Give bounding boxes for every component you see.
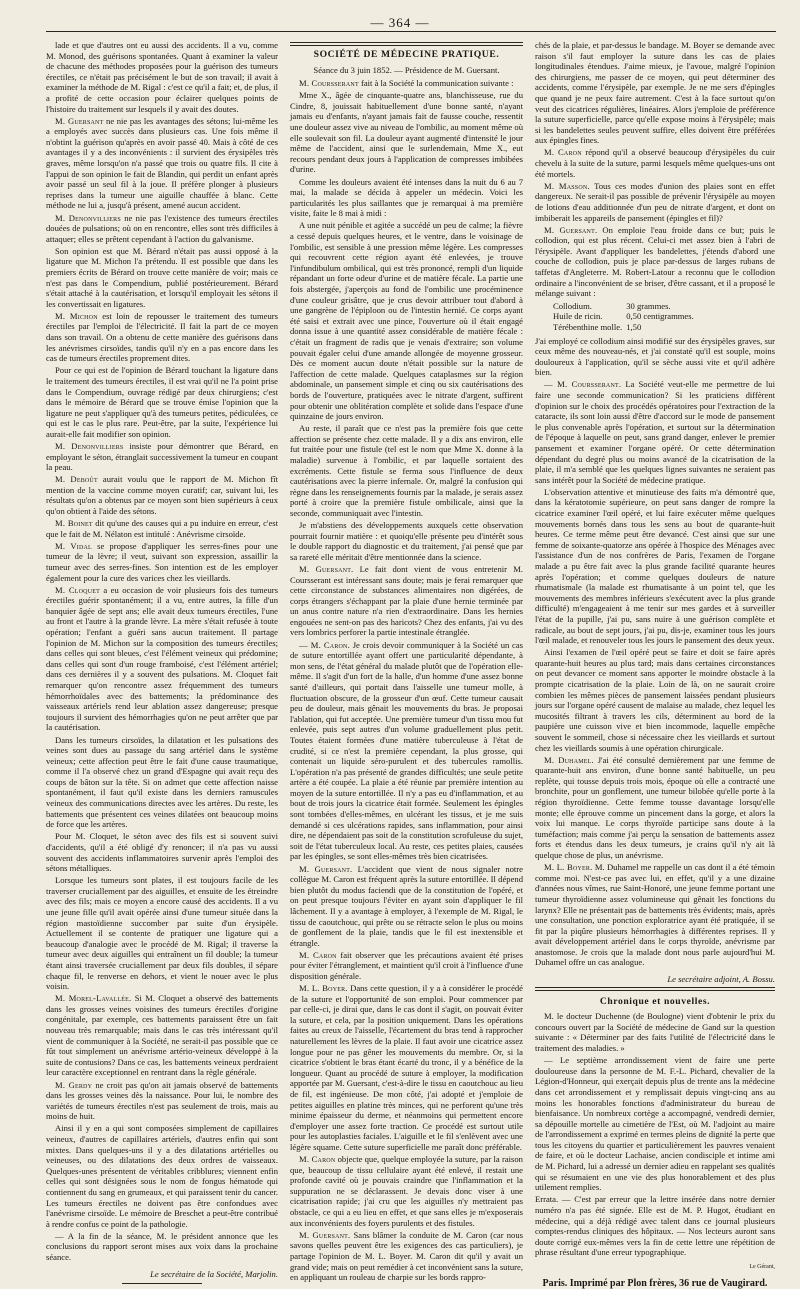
- speaker-name: M. Deboût: [55, 474, 98, 484]
- speaker-name: M. L. Boyer.: [299, 983, 348, 993]
- paragraph-text: L'accident que vient de nous signaler notre collègue M. Caron est fréquent après la suture entortillée. Il dépend bien plutôt du modus faciendi que de la constitution de l'opéré, et on peut presque toujours l'éviter en ayant soin d'appliquer le fil lâchement. Il y a avantage à employer, à l'exemple de M. Rigal, le tissu de caoutchouc, qui prête ou se rétracte selon le plus ou moins de gonflement de la plaie, tandis que le fil est inextensible et étrangle.: [290, 864, 523, 948]
- recipe-row: [553, 322, 698, 333]
- column-3: [535, 40, 775, 1150]
- column-2-body: [290, 78, 523, 1283]
- paragraph-text: M. le docteur Duchenne (de Boulogne) vient d'obtenir le prix du concours ouvert par la Société de médecine de Gand sur la question suivante : « Déterminer par des faits l'utilité de l'électricité dans le traitement des maladies. »: [535, 1011, 775, 1053]
- paragraph: [46, 875, 278, 992]
- paragraph-text: Lorsque les tumeurs sont plates, il est toujours facile de les traverser cruciallement par des aiguilles, et ensuite de les étreindre avec des fils; mais ce moyen a encore causé des accidents. Il a vu une jeune fille qu'il avait opérée ainsi d'une tumeur située dans la région mastoïdienne succomber par suite d'un érysipèle. Actuellement il se contente de pratiquer une ligature qui a beaucoup d'analogie avec le procédé de M. Rigal; il traverse la tumeur avec deux aiguilles qui entraînent un fil double; la tumeur étant ainsi traversée cruciallement par deux fils doubles, il sépare chaque fil, le renverse en dehors, et vient le nouer avec le plus voisin.: [46, 875, 278, 991]
- paragraph: [46, 993, 278, 1078]
- paragraph: [46, 1123, 278, 1229]
- recipe-quantity: 30 grammes.: [626, 301, 698, 312]
- paragraph-text: est loin de repousser le traitement des tumeurs érectiles par l'emploi de l'électricité. Il fait la part de ce moyen dans son travail. On a obtenu de cette manière des guérisons dans les anévrismes cirsoïdes, tandis qu'il n'y en a pas encore dans les cas de tumeurs érectiles proprement dites.: [46, 311, 278, 363]
- speaker-name: M. Vidal: [55, 541, 92, 551]
- paragraph: [46, 213, 278, 245]
- secretary-signature-1: Le secrétaire de la Société, Marjolin.: [46, 1269, 278, 1280]
- section-rule: [290, 42, 523, 46]
- column-1-body: [46, 40, 278, 1263]
- paragraph: [46, 40, 278, 114]
- paragraph-text: Tous ces modes d'union des plaies sont en effet dangereux. Ne serait-il pas possible de prévenir l'érysipèle au moyen de lotions d'eau additionnée d'un peu de nitrate d'argent, et dont on imbiberait les appareils de pansement (épingles et fil)?: [535, 181, 775, 223]
- paragraph: [46, 518, 278, 539]
- speaker-name: M. Guersant: [55, 116, 103, 126]
- paragraph-text: J'ai été consulté dernièrement par une femme de quarante-huit ans environ, d'une bonne santé habituelle, un peu replète, qui tousse depuis trois mois, époque où elle a contracté une bronchite, pour un gonflement, une tumeur bilobée qu'elle porte à la région thyroïdienne. Cette femme tousse davantage lorsqu'elle monte; elle éprouve comme un pincement dans la gorge, et alors la voix lui manque. Le corps thyroïde participe sans doute à la tuméfaction; mais comme j'ai perçu la sensation de battements assez forts et étendus dans les deux tumeurs, je crains qu'il n'y ait là quelque chose de plus, un anévrisme.: [535, 755, 775, 860]
- secretary-signature: Le secrétaire adjoint, A. Bossu.: [535, 974, 775, 985]
- paragraph-text: Errata. — C'est par erreur que la lettre insérée dans notre dernier numéro n'a pas été signée. Elle est de M. P. Hugot, étudiant en médecine, qui a déjà rédigé avec talent dans ce journal plusieurs comptes-rendus cliniques des hôpitaux. — Nos lecteurs auront sans doute corrigé eux-mêmes vers la fin de cette lettre une répétition de phrase résultant d'une erreur typographique.: [535, 1194, 775, 1257]
- paragraph: [290, 220, 523, 421]
- speaker-name: M. Cloquet: [55, 585, 100, 595]
- section-title-societe: SOCIÉTÉ DE MÉDECINE PRATIQUE.: [290, 50, 523, 61]
- paragraph-text: J'ai employé ce collodium ainsi modifié sur des érysipèles graves, sur ceux même des nouveau-nés, et j'ai constaté qu'il est souple, moins douloureux à l'application, qu'il se sèche aussi vite et qu'il adhère bien.: [535, 336, 775, 378]
- speaker-name: M. Gerdy: [55, 1080, 92, 1090]
- paragraph: [290, 90, 523, 175]
- paragraph-text: — Le septième arrondissement vient de faire une perte douloureuse dans la personne de M. F.-L. Pichard, chevalier de la Légion-d'Honneur, qui exerçait depuis plus de trente ans la médecine dans cet arrondissement et y remplissait depuis vingt-cinq ans au moins les honorables fonctions d'administrateur du bureau de bienfaisance. Un nombreux cortège a accompagné, vendredi dernier, sa dépouille mortelle au cimetière de l'Est, où M. l'adjoint au maire de l'arrondissement a exprimé en termes pleins de dignité la perte que tous les citoyens du quartier et particulièrement les pauvres venaient de faire, et où le docteur Lachaise, ancien condisciple et intime ami de M. Pichard, lui a adressé un dernier adieu en rappelant ses qualités qui se résumaient en une vie des plus honorablement et des plus utilement remplies.: [535, 1055, 775, 1192]
- paragraph-text: Ainsi il y en a qui sont composées simplement de capillaires veineux, d'autres de capillaires artériels, d'autres enfin qui sont mixtes. Dans quelques-uns il y a des dilatations artérielles ou veineuses, ou des dilatations des deux ordres de vaisseaux. Quelques-unes présentent de véritables cribblures; viennent enfin celles qui sont désignées sous le nom de fongus hématode qui contiennent du sang en grumeaux, et qui paraissent tenir du cancer. Les tumeurs érectiles ne doivent pas être confondues avec l'anévrisme cirsoïde. Le mémoire de Breschet a peut-être contribué à rendre confus ce point de la pathologie.: [46, 1123, 278, 1228]
- speaker-name: — M. Coursserant.: [544, 379, 621, 389]
- speaker-name: M. Caron: [299, 950, 337, 960]
- paragraph: [290, 177, 523, 219]
- recipe-ingredient: Térébenthine molle.: [553, 322, 626, 333]
- paragraph: [290, 640, 523, 862]
- paragraph-text: Pour M. Cloquet, le séton avec des fils est si souvent suivi d'accidents, qu'il a été obligé d'y renoncer; il n'a pas vu aussi souvent des accidents inflammatoires survenir après l'emploi des sétons métalliques.: [46, 831, 278, 873]
- speaker-name: M. Morel-Lavallée.: [55, 993, 131, 1003]
- paragraph: [46, 585, 278, 733]
- speaker-name: M. Caron: [544, 147, 582, 157]
- paragraph: [535, 487, 775, 646]
- paragraph: [290, 864, 523, 949]
- paragraph-text: chés de la plaie, et par-dessus le bandage. M. Boyer se demande avec raison s'il faut employer la suture dans les cas de plaies longitudinales étendues. J'aime mieux, je l'avoue, malgré l'opinion des chirurgiens, me passer de ce moyen, qui peut déterminer des accidents, comme l'érysipèle, par exemple. Je ne me sers d'épingles que quand je ne peux faire autrement. C'est à la face surtout qu'on veut des cicatrices régulières, linéaires. Alors j'emploie de préférence la suture superficielle, parce qu'elle expose moins à l'érysipèle; mais si les bandelettes seules peuvent suffire, elles doivent être préférées aux épingles fines.: [535, 40, 775, 145]
- section-rule: [535, 987, 775, 991]
- speaker-name: M. Boinet: [55, 518, 93, 528]
- paragraph: [46, 441, 278, 473]
- paragraph-text: Sans blâmer la conduite de M. Caron (car nous savons quelles peuvent être les exigences des cas particuliers), je partage l'opinion de M. L. Boyer. M. Caron dit qu'il y avait un grand vide; mais on peut remédier à cet inconvénient sans la suture, en appliquant un rouleau de charpie sur les bords rappro-: [290, 1230, 523, 1282]
- paragraph-text: se propose d'appliquer les serres-fines pour une tumeur de la lèvre; il veut, suivant son expression, assaillir la tumeur avec des serres-fines. Son intention est de les employer également pour la cure des varices chez les vieillards.: [46, 541, 278, 583]
- paragraph-text: Si M. Cloquet a observé des battements dans les grosses veines voisines des tumeurs érectiles d'origine congénitale, par exemple, ces battements paraissent être un fait nouveau très remarquable; mais dans le cas très intéressant qu'il vient de communiquer à la Société, ne serait-il pas possible que ce fût tout simplement un anévrisme artério-veineux développé à la suite de contusions? Dans ce cas, les battements veineux perdraient leur caractère exceptionnel en rentrant dans la règle générale.: [46, 993, 278, 1077]
- speaker-name: M. Michon: [55, 311, 98, 321]
- paragraph: [46, 1231, 278, 1263]
- paragraph: [46, 246, 278, 310]
- paragraph-text: Au reste, il paraît que ce n'est pas la première fois que cette affection se présente chez cette malade. Il y a dix ans environ, elle fut traitée pour une fistule (tel est le nom que Mme X. donne à la maladie) survenue à l'ombilic, et par laquelle sortaient des excréments. Cette fistule se ferma sous l'influence de deux cautérisations avec la pierre infernale. Or, malgré la confusion qui règne dans les renseignements fournis par la malade, je serais assez porté à croire que la première fistule ombilicale, ainsi que la seconde, communiquait avec l'intestin.: [290, 423, 523, 518]
- recipe-row: [553, 301, 698, 312]
- paragraph: [535, 379, 775, 485]
- recipe-quantity: 0,50 centigrammes.: [626, 311, 698, 322]
- paragraph-text: Je m'abstiens des développements auxquels cette observation pourrait fournir matière : et quoiqu'elle présente peu d'intérêt sous le double rapport du diagnostic et du traitement, j'ai pensé que par sa rareté elle méritait d'être mentionnée dans la science.: [290, 520, 523, 562]
- speaker-name: M. Caron: [299, 1154, 335, 1164]
- recipe-row: [553, 311, 698, 322]
- paragraph: [290, 423, 523, 518]
- session-line: Séance du 3 juin 1852. — Présidence de M. Guersant.: [290, 65, 523, 76]
- paragraph: [46, 116, 278, 211]
- recipe-ingredient: Huile de ricin.: [553, 311, 626, 322]
- paragraph: [535, 647, 775, 753]
- speaker-name: M. Denonvilliers: [55, 213, 121, 223]
- paragraph: [46, 365, 278, 439]
- paragraph: [290, 564, 523, 638]
- paragraph: [46, 1080, 278, 1122]
- gerant-label: Le Gérant,: [535, 1262, 775, 1273]
- paragraph-text: ne croit pas qu'on ait jamais observé de battements dans les grosses veines dès la naissance. Pour lui, le nombre des variétés de tumeurs érectiles n'est pas seulement de trois, mais au moins de huit.: [46, 1080, 278, 1122]
- paragraph: [535, 40, 775, 146]
- paragraph: [535, 755, 775, 861]
- speaker-name: M. Guersant.: [544, 225, 597, 235]
- speaker-name: M. Guersant.: [299, 1230, 350, 1240]
- speaker-name: M. Guersant.: [299, 864, 352, 874]
- paragraph-text: Dans les tumeurs cirsoïdes, la dilatation et les pulsations des veines sont dues au passage du sang artériel dans le système veineux; cette affection peut être le fait d'une cause traumatique, comme il l'a observé chez un grand d'Espagne qui avait reçu des coups de bâton sur la tête. Si on admet que cette affection naisse spontanément, il faut qu'il existe dans les derniers ramuscules veineux des communications directes avec les artères. Du reste, les battements que présentent ces veines dilatées ont beaucoup moins de force que les artères.: [46, 735, 278, 830]
- end-rule: [122, 1283, 202, 1284]
- column-2: [290, 40, 523, 1140]
- paragraph: [535, 336, 775, 378]
- section-title: Chronique et nouvelles.: [535, 997, 775, 1008]
- recipe-quantity: 1,50: [626, 322, 698, 333]
- paragraph: [46, 474, 278, 516]
- speaker-name: M. Denonvilliers: [55, 441, 123, 451]
- speaker-name: M. Coursserant: [299, 78, 359, 88]
- paragraph-text: Dans cette question, il y a à considérer le procédé de la suture et l'opportunité de son emploi. Pour commencer par par celle-ci, je dirai que, dans le cas dont il s'agit, on pouvait éviter la suture, et cela, par la position uniquement. Dans les opérations faites au creux de l'aisselle, l'écartement du bras tend à rapprocher naturellement les lèvres de la plaie. Il faut avoir une cicatrice assez longue pour ne pas gêner les mouvements du membre. Or, si la cicatrice s'obtient le bras étant écarté du tronc, il y a bénéfice de la longueur. Quant au procédé de suture à employer, la modification apportée par M. Guersant, c'est-à-dire le tissu en caoutchouc au lieu de fil, est ingénieuse. De mon côté, j'ai adopté et j'emploie de petites aiguilles en platine très minces, qui ne perforent qu'une très minime épaisseur du derme, et néanmoins qui permettent encore d'employer une assez forte traction. Ce procédé est surtout utile pour les autoplasties faciales. L'aiguille et le fil s'enlèvent avec une légère squame. Cette suture superficielle me paraît donc préférable.: [290, 983, 523, 1152]
- paragraph-text: répond qu'il a observé beaucoup d'érysipèles du cuir chevelu à la suite de la suture, parmi lesquels même quelques-uns ont été mortels.: [535, 147, 775, 178]
- paragraph: [535, 225, 775, 299]
- paragraph: [46, 311, 278, 364]
- speaker-name: M. Guersant.: [299, 564, 353, 574]
- recipe-ingredient: Collodium.: [553, 301, 626, 312]
- paragraph-text: Mme X., âgée de cinquante-quatre ans, blanchisseuse, rue du Cindre, 8, jouissait habituellement d'une bonne santé, n'ayant jamais eu d'enfants, n'ayant jamais fait de fausse couche, ressentit une douleur assez vive au niveau de l'ombilic, au moment même où elle soulevait son fil. La douleur ayant augmenté d'intensité le jour même de l'accident, ainsi que le surlendemain, Mme X., eut recours pendant deux jours à l'application de compresses imbibées d'urine.: [290, 90, 523, 174]
- paragraph: [535, 181, 775, 223]
- paragraph: [535, 1194, 775, 1258]
- paragraph-text: fait observer que les précautions avaient été prises pour éviter l'étranglement, et maintient qu'il croit à l'influence d'une disposition générale.: [290, 950, 523, 981]
- column-1: [46, 40, 278, 1140]
- paragraph: [290, 950, 523, 982]
- paragraph: [535, 147, 775, 179]
- paragraph-text: Le fait dont vient de vous entretenir M. Coursserant est intéressant sans doute; mais je ferai remarquer que cette circonstance de substances alimentaires non digérées, de corps étrangers s'échappant par la plaie d'une hernie terminée par un anus contre nature n'a rien d'extraordinaire. Dans les hernies engouées ne sent-on pas des haricots? Chez des enfants, j'ai vu des vers lombrics perforer la partie intestinale étranglée.: [290, 564, 523, 638]
- paragraph: [290, 1230, 523, 1283]
- paragraph: [46, 735, 278, 830]
- speaker-name: M. Masson.: [544, 181, 590, 191]
- paragraph-text: A une nuit pénible et agitée a succédé un peu de calme; la fièvre a cessé depuis quelques heures, et le ventre, dans le voisinage de l'ombilic, est sensible à une pression même légère. Les compresses qui recouvrent cette région ayant été enlevées, je trouve l'infundibulum ombilical, qui est très prononcé, rempli d'un liquide répandant un forte odeur d'urine et de matière fécale. La partie une fois abstergée, j'aperçois au fond de l'ombilic une procéminence d'une couleur grisâtre, que je crus devoir attribuer tout d'abord à une gangrène de l'épiploon ou de l'intestin hernié. Ce corps ayant été saisi et extrait avec une pince, l'ouverture où il était engagé donna issue à une quantité assez considérable de matière fécale : c'était un fragment de radis que je venais d'extraire; son volume pouvait égaler celui d'une amande allongée de moyenne grosseur. Dès ce moment aucun doute n'était possible sur la nature de l'affection de cette malade. Quelques cataplasmes sur la région abdominale, un pansement simple et cinq ou six cautérisations des bords de l'ouverture, pratiquées avec le nitrate d'argent, suffirent pour obtenir une oblitération complète et solide dans l'espace d'une quinzaine de jours environ.: [290, 220, 523, 421]
- paragraph-text: fait à la Société la communication suivante :: [361, 78, 514, 88]
- paragraph-text: M. Duhamel me rappelle un cas dont il a été témoin comme moi. N'est-ce pas avec lui, en effet, qu'il y a une dizaine d'années nous vîmes, rue Saint-Honoré, une jeune femme portant une tumeur thyroïdienne assez volumineuse qui gênait les fonctions du larynx? Elle ne présentait pas de battements très évidents; mais, après une consultation, une ponction exploratrice ayant été pratiquée, il se fit par la piqûre plusieurs hémorrhagies à différentes reprises. Il y avait développement artériel dans le corps thyroïde, anévrisme par anastomose. Je crois que la malade dont nous parle aujourd'hui M. Duhamel offre un cas analogue.: [535, 862, 775, 967]
- paragraph-text: insiste pour démontrer que Bérard, en employant le séton, étranglait successivement la tumeur en coupant la peau.: [46, 441, 278, 472]
- paragraph: [290, 983, 523, 1153]
- paragraph-text: La Société veut-elle me permettre de lui faire une seconde communication? Si les praticiens diffèrent d'opinion sur le choix des procédés opératoires pour l'extraction de la cataracte, ils sont loin aussi d'être d'accord sur le mode de pansement le plus convenable après l'opération, et surtout sur la détermination de l'époque à laquelle on peut, sans grand danger, enlever le premier pansement et examiner l'organe opéré. Or cette détermination dépendant du degré plus ou moins avancé de la cicatrisation de la plaie, il m'a semblé que les quelques lignes suivantes ne seraient pas sans intérêt pour la Société de médecine pratique.: [535, 379, 775, 484]
- printer-line: Paris. Imprimé par Plon frères, 36 rue de Vaugirard.: [535, 1279, 775, 1289]
- paragraph-text: ne nie pas les avantages des sétons; lui-même les a employés avec succès dans plusieurs cas. Une fois même il n'obtint la guérison qu'après en avoir passé 40. Mais à côté de ces avantages il y a des inconvénients : il survient des érysipèles très graves, même lorsqu'on n'a passé que trois ou quatre fils. Il cite à l'appui de son opinion le fait de Blandin, qui perdit un enfant après avoir passé un seul fil à la joue. Il préfère plonger à plusieurs reprises dans la tumeur une aiguille chauffée à blanc. Cette méthode ne lui a, jusqu'à présent, amené aucun accident.: [46, 116, 278, 211]
- paragraph-text: L'observation attentive et minutieuse des faits m'a démontré que, dans la kératotomie supérieure, on peut sans danger de rompre la cicatrice examiner l'œil opéré, et lui faire exécuter même quelques mouvements bornés dans tous les sens au bout de quarante-huit heures. Ce terme même peut être devancé. C'est ainsi que sur une femme de soixante-quatorze ans opérée à l'hospice des Ménages avec l'assistance d'un de nos confrères de Paris, l'examen de l'organe malade a pu être fait avec la plus grande facilité quarante heures après l'opération; et comme quelques douleurs de nature rhumatismale (la malade est rhumatisante à un point tel, que les mouvements des membres inférieurs s'exécutent avec la plus grande difficulté) m'engageaient à me tenir sur mes gardes et à surveiller l'état de la pupille, j'ai pu, sans nuire à une guérison complète et radicale, au bout de sept jours, j'ai pu, dis-je, examiner tous les jours l'œil malade, et renouveler tous les jours le pansement des deux yeux.: [535, 487, 775, 645]
- paragraph: [290, 1154, 523, 1228]
- paragraph-text: — A la fin de la séance, M. le président annonce que les conclusions du rapport seront mises aux voix dans la prochaine séance.: [46, 1231, 278, 1262]
- paragraph: [535, 1011, 775, 1053]
- paragraph: [535, 1055, 775, 1193]
- page-number: — 364 —: [0, 15, 800, 31]
- speaker-name: M. Duhamel.: [544, 755, 594, 765]
- paragraph-text: ne nie pas l'existence des tumeurs érectiles douées de pulsations; où on en rencontre, elles sont très difficiles à attaquer; elles se prêtent cependant à l'action du galvanisme.: [46, 213, 278, 244]
- paragraph: [290, 78, 523, 89]
- paragraph-text: Son opinion est que M. Bérard n'était pas aussi opposé à la ligature que M. Michon l'a prétendu. Il est possible que dans les premiers écrits de Bérard on trouve cette manière de voir; mais ce n'est pas dans le Compendium, publié postérieurement. Bérard s'était attaché à la cautérisation, et lorsqu'il employait les sétons il les convertissait en ligatures.: [46, 246, 278, 309]
- paragraph: [46, 541, 278, 583]
- recipe-table: [553, 301, 698, 333]
- paragraph: [290, 520, 523, 562]
- speaker-name: — M. Caron.: [299, 640, 350, 650]
- paragraph-text: Comme les douleurs avaient été intenses dans la nuit du 6 au 7 mai, la malade se décida à appeler un médecin. Voici les particularités les plus saillantes que je remarquai à ma première visite, faite le 8 mai à midi :: [290, 177, 523, 219]
- paragraph-text: On emploie l'eau froide dans ce but; puis le collodion, qui est plus récent. Celui-ci met assez bien à l'abri de l'érysipèle. Avant d'appliquer les bandelettes, j'étends d'abord une couche de collodion, puis je place par-dessus de larges rubans de taffetas d'Angleterre. M. Robert-Latour a reconnu que le collodion ordinaire a l'inconvénient de se briser, d'être cassant, et il a proposé le mélange suivant :: [535, 225, 775, 299]
- paragraph-text: objecte que, quelque employée la suture, par la raison que, beaucoup de tissu cellulaire ayant été enlevé, il restait une profonde cavité où je pouvais craindre que l'inflammation et la suppuration ne se déclarassent. Je devais donc viser à une cicatrisation rapide; j'ai cru que les aiguilles n'y mettraient pas obstacle, ce qui a eu lieu en effet, et que sans elles je m'exposerais aux inconvénients des foyers purulents et des fistules.: [290, 1154, 523, 1228]
- paragraph-text: a eu occasion de voir plusieurs fois des tumeurs érectiles guérir spontanément; il a vu, entre autres, la fille d'un banquier âgée de sept ans; elle avait deux tumeurs érectiles, l'une au front et l'autre à la grande lèvre. La mère s'était refusée à toute opération; l'enfant a guéri sans aucun traitement. Il partage l'opinion de M. Michon sur la composition des tumeurs érectiles; dans celles qui sont bleues, c'est l'élément veineux qui prédomine; dans celles qui sont d'un rouge framboisé, c'est l'élément artériel; dans ces dernières il y a souvent des pulsations. M. Cloquet fait remarquer qu'on rencontre assez fréquemment des tumeurs hémorrhoïdales avec des battements; la prédominance des vaisseaux artériels rend leur ablation assez dangereuse; presque toujours il survient des hémorrhagies qu'on ne peut arrêter que par la cautérisation.: [46, 585, 278, 733]
- paragraph: [46, 831, 278, 873]
- paragraph-text: aurait voulu que le rapport de M. Michon fît mention de la vaccine comme moyen curatif; car, suivant lui, les résultats qu'on a obtenus par ce moyen sont bien supérieurs à ceux qu'on obtient à l'aide des sétons.: [46, 474, 278, 516]
- speaker-name: M. L. Boyer.: [544, 862, 592, 872]
- paragraph-text: Ainsi l'examen de l'œil opéré peut se faire et doit se faire après quarante-huit heures au plus tard; mais dans certaines circonstances on peut devancer ce moment sans apporter le moindre obstacle à la prompte cicatrisation de la plaie. Loin de là, on ne saurait croire combien les mêmes pièces de pansement laissées pendant plusieurs jours sur l'organe opéré causent de malaise au malade, chez lequel les mucosités filtrant à travers les cils, déterminent au bord de la paupière une cuisson vive et bien incommode, laquelle empêche souvent le sommeil, chose si nécessaire chez les vieillards et surtout chez les vieillards soumis à une opération chirurgicale.: [535, 647, 775, 752]
- header-rule: [46, 31, 776, 32]
- paragraph-text: dit qu'une des causes qui a pu induire en erreur, c'est que le fait de M. Nélaton est intitulé : Anévrisme cirsoïde.: [46, 518, 278, 539]
- paragraph: [535, 862, 775, 968]
- paragraph-text: Je crois devoir communiquer à la Société un cas de suture entortillée ayant offert une particularité dépendante, à mon sens, de l'état général du malade plutôt que de l'opération elle-même. Il s'agit d'un fort de la halle, d'un homme d'une assez bonne santé d'ailleurs, qui portait dans l'aisselle une tumeur molle, à fluctuation obscure, de la grosseur d'un œuf. Cette tumeur causait peu de douleur, mais gênait les mouvements du bras. Je proposai l'ablation, qui fut acceptée. Une première tumeur d'un tissu mou fut enlevée, puis sept autres d'un volume graduellement plus petit. Toutes étaient formées d'une matière tuberculeuse à l'état de crudité, si ce n'est la première cependant, la plus grosse, qui contenait un liquide séro-purulent et des tubercules ramollis. L'opération n'a pas présenté de grandes difficultés; une seule petite artère a été coupée. La plaie a été réunie par première intention au moyen de la suture entortillée. Il n'y a pas eu d'inflammation, et au bout de trois jours la cicatrice était formée. Seulement les épingles sont tombées d'elles-mêmes, en ulcérant les tissus, et je me suis demandé si ces ulcérations rapides, sans inflammation, pour ainsi dire, ne dépendaient pas soit de la constitution scrofuleuse du sujet, soit de l'état tuberculeux local. Au reste, ces petites plaies, causées par les épingles, se sont elles-mêmes très bien cicatrisées.: [290, 640, 523, 862]
- column-3-body: [535, 40, 775, 1258]
- paragraph-text: Pour ce qui est de l'opinion de Bérard touchant la ligature dans le traitement des tumeurs érectiles, il est vrai qu'il ne l'a point prise dans le Compendium, ouvrage rédigé par deux chirurgiens; c'est dans le mémoire de Bérard que se trouve émise l'opinion que la ligature ne peut s'appliquer qu'à des tumeurs petites, pédiculées, ce qui est le cas le plus rare. Peut-être, par la suite, l'expérience lui aurait-elle fait modifier son opinion.: [46, 365, 278, 439]
- paragraph-text: lade et que d'autres ont eu aussi des accidents. Il a vu, comme M. Monod, des guérisons spontanées. Quant à examiner la valeur de chacune des méthodes proposées pour la guérison des tumeurs érectiles, ce n'était pas précisément le but de son travail; il avait à examiner la méthode de M. Rigal : c'est ce qu'il a fait; et, de plus, il a profité de cette occasion pour éclairer quelques points de l'histoire du traitement sur lesquels il y avait des doutes.: [46, 40, 278, 114]
